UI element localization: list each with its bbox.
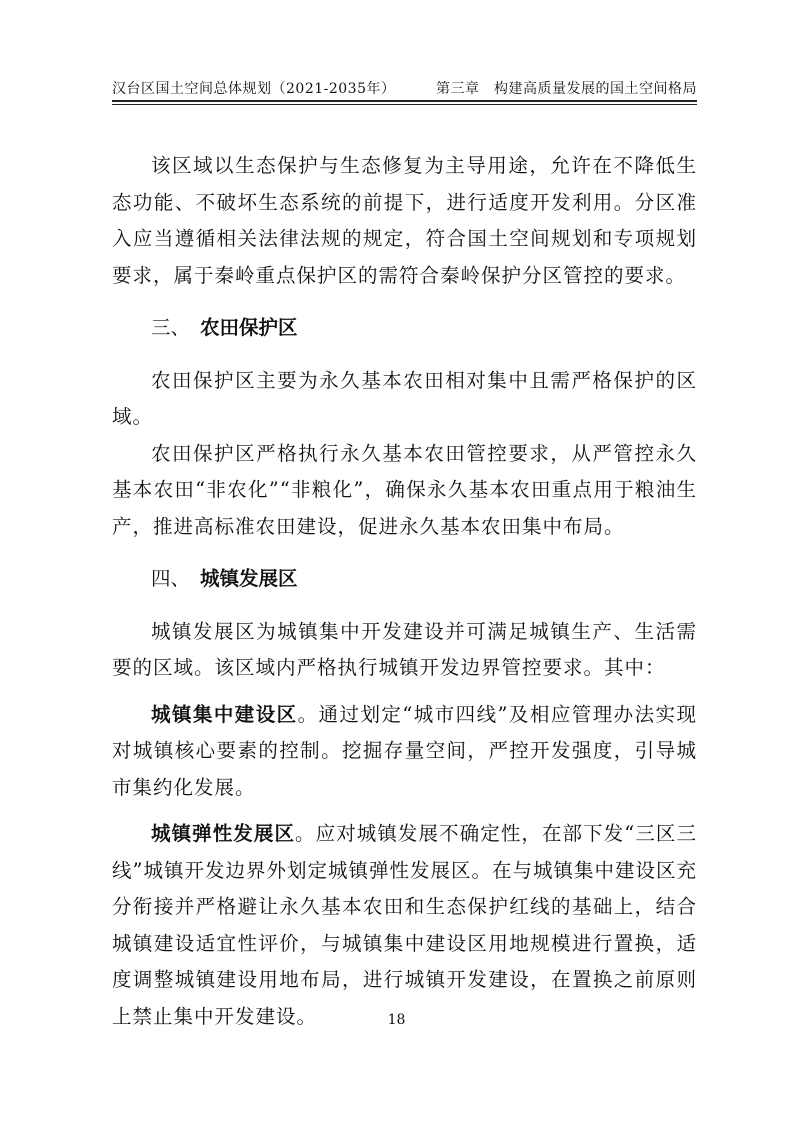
section-number: 四、: [151, 567, 191, 590]
urban-concentrated-zone-paragraph: [112, 697, 697, 807]
header-rule-thin: [112, 104, 697, 105]
page-body: [112, 148, 697, 1035]
urban-flexible-zone-paragraph: [112, 816, 697, 1035]
section-title: 农田保护区: [200, 316, 298, 339]
header-chapter-title: 第三章 构建高质量发展的国土空间格局: [436, 81, 697, 97]
section-number: 三、: [151, 316, 191, 339]
urban-paragraph: 城镇发展区为城镇集中开发建设并可满足城镇生产、生活需要的区域。该区域内严格执行城镇开发边界管控要求。其中：: [112, 619, 697, 679]
header-document-title: 汉台区国土空间总体规划（2021-2035年）: [112, 81, 396, 97]
farmland-paragraph-1: 农田保护区主要为永久基本农田相对集中且需严格保护的区域。: [112, 368, 697, 428]
header-rule-thick: [112, 100, 697, 102]
section-heading-urban: [112, 561, 697, 598]
concentrated-zone-text: 。通过划定“城市四线”及相应管理办法实现对城镇核心要素的控制。挖掘存量空间，严控开发强度，引导城市集约化发展。: [112, 702, 697, 799]
intro-paragraph: 该区域以生态保护与生态修复为主导用途，允许在不降低生态功能、不破坏生态系统的前提下，进行适度开发利用。分区准入应当遵循相关法律法规的规定，符合国土空间规划和专项规划要求，属于秦岭重点保护区的需符合秦岭保护分区管控的要求。: [112, 154, 697, 287]
flexible-zone-text: 。应对城镇发展不确定性，在部下发“三区三线”城镇开发边界外划定城镇弹性发展区。在与城镇集中建设区充分衔接并严格避让永久基本农田和生态保护红线的基础上，结合城镇建设适宜性评价，与城镇集中建设区用地规模进行置换，适度调整城镇建设用地布局，进行城镇开发建设，在置换之前原则上禁止集中开发建设。: [112, 822, 697, 1028]
page-number: 18: [387, 1012, 406, 1028]
section-title: 城镇发展区: [200, 567, 298, 590]
term-concentrated-zone: 城镇集中建设区: [151, 702, 298, 726]
farmland-paragraph-2: 农田保护区严格执行永久基本农田管控要求，从严管控永久基本农田“非农化”“非粮化”，确保永久基本农田重点用于粮油生产，推进高标准农田建设，促进永久基本农田集中布局。: [112, 441, 697, 538]
page-header: [112, 72, 697, 98]
term-flexible-zone: 城镇弹性发展区: [151, 822, 296, 845]
section-heading-farmland: [112, 310, 697, 347]
